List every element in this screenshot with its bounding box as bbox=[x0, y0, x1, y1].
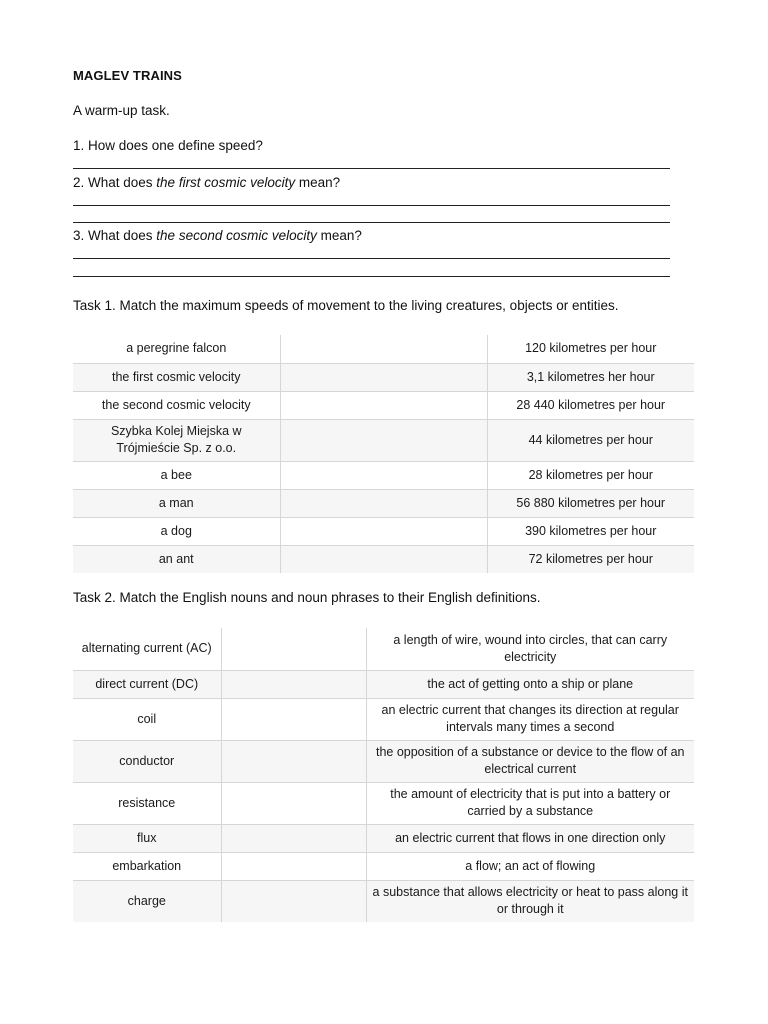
answer-cell[interactable] bbox=[280, 545, 487, 573]
term-cell: resistance bbox=[73, 782, 221, 824]
definition-cell: an electric current that changes its direction at regular intervals many times a second bbox=[366, 698, 694, 740]
creature-cell: Szybka Kolej Miejska w Trójmieście Sp. z o.o. bbox=[73, 419, 280, 461]
table-row bbox=[73, 824, 694, 852]
table-row bbox=[73, 782, 694, 824]
table-row bbox=[73, 698, 694, 740]
answer-cell[interactable] bbox=[221, 880, 366, 922]
question-2-suffix: mean? bbox=[295, 175, 341, 190]
definition-cell: a substance that allows electricity or heat to pass along it or through it bbox=[366, 880, 694, 922]
table-row bbox=[73, 461, 694, 489]
answer-cell[interactable] bbox=[280, 517, 487, 545]
table-row bbox=[73, 880, 694, 922]
question-3-term: the second cosmic velocity bbox=[156, 228, 317, 243]
speed-cell: 120 kilometres per hour bbox=[487, 335, 694, 363]
creature-cell: a bee bbox=[73, 461, 280, 489]
question-1: 1. How does one define speed? bbox=[73, 138, 263, 153]
answer-cell[interactable] bbox=[221, 782, 366, 824]
definition-cell: the opposition of a substance or device to the flow of an electrical current bbox=[366, 740, 694, 782]
question-3-prefix: 3. What does bbox=[73, 228, 157, 243]
table-row bbox=[73, 391, 694, 419]
speed-cell: 390 kilometres per hour bbox=[487, 517, 694, 545]
answer-cell[interactable] bbox=[221, 670, 366, 698]
term-cell: flux bbox=[73, 824, 221, 852]
table-row bbox=[73, 363, 694, 391]
creature-cell: the second cosmic velocity bbox=[73, 391, 280, 419]
speed-cell: 28 kilometres per hour bbox=[487, 461, 694, 489]
table-row bbox=[73, 545, 694, 573]
answer-line bbox=[73, 168, 670, 169]
answer-line bbox=[73, 276, 670, 277]
definition-cell: the act of getting onto a ship or plane bbox=[366, 670, 694, 698]
task1-table bbox=[73, 335, 694, 573]
speed-cell: 72 kilometres per hour bbox=[487, 545, 694, 573]
table-row bbox=[73, 489, 694, 517]
term-cell: conductor bbox=[73, 740, 221, 782]
task1-instruction: Task 1. Match the maximum speeds of movement to the living creatures, objects or entities. bbox=[73, 298, 619, 313]
creature-cell: an ant bbox=[73, 545, 280, 573]
definition-cell: a length of wire, wound into circles, that can carry electricity bbox=[366, 628, 694, 670]
term-cell: embarkation bbox=[73, 852, 221, 880]
answer-cell[interactable] bbox=[280, 363, 487, 391]
question-3 bbox=[73, 228, 362, 243]
definition-cell: a flow; an act of flowing bbox=[366, 852, 694, 880]
term-cell: coil bbox=[73, 698, 221, 740]
speed-cell: 56 880 kilometres per hour bbox=[487, 489, 694, 517]
speed-cell: 3,1 kilometres her hour bbox=[487, 363, 694, 391]
table-row bbox=[73, 628, 694, 670]
table-row bbox=[73, 740, 694, 782]
warmup-intro: A warm-up task. bbox=[73, 103, 170, 118]
answer-line bbox=[73, 222, 670, 223]
creature-cell: a man bbox=[73, 489, 280, 517]
term-cell: charge bbox=[73, 880, 221, 922]
table-row bbox=[73, 852, 694, 880]
term-cell: alternating current (AC) bbox=[81, 641, 212, 656]
question-3-suffix: mean? bbox=[316, 228, 362, 243]
task2-instruction: Task 2. Match the English nouns and noun phrases to their English definitions. bbox=[73, 590, 541, 605]
answer-line bbox=[73, 258, 670, 259]
table-row bbox=[73, 670, 694, 698]
answer-line bbox=[73, 205, 670, 206]
definition-cell: an electric current that flows in one direction only bbox=[366, 824, 694, 852]
creature-cell: a peregrine falcon bbox=[126, 341, 227, 356]
question-2 bbox=[73, 175, 340, 190]
answer-cell[interactable] bbox=[280, 335, 487, 363]
question-2-prefix: 2. What does bbox=[73, 175, 157, 190]
speed-cell: 28 440 kilometres per hour bbox=[487, 391, 694, 419]
creature-cell: a dog bbox=[73, 517, 280, 545]
table-row bbox=[73, 419, 694, 461]
answer-cell[interactable] bbox=[280, 489, 487, 517]
answer-cell[interactable] bbox=[221, 740, 366, 782]
answer-cell[interactable] bbox=[280, 461, 487, 489]
speed-cell: 44 kilometres per hour bbox=[487, 419, 694, 461]
table-row bbox=[73, 517, 694, 545]
task2-table bbox=[73, 628, 694, 922]
term-cell: direct current (DC) bbox=[73, 670, 221, 698]
answer-cell[interactable] bbox=[280, 391, 487, 419]
question-2-term: the first cosmic velocity bbox=[156, 175, 296, 190]
creature-cell: the first cosmic velocity bbox=[73, 363, 280, 391]
answer-cell[interactable] bbox=[221, 824, 366, 852]
definition-cell: the amount of electricity that is put into a battery or carried by a substance bbox=[366, 782, 694, 824]
answer-cell[interactable] bbox=[280, 419, 487, 461]
answer-cell[interactable] bbox=[221, 698, 366, 740]
table-row bbox=[73, 335, 694, 363]
answer-cell[interactable] bbox=[221, 852, 366, 880]
page-title: MAGLEV TRAINS bbox=[73, 68, 182, 83]
answer-cell[interactable] bbox=[221, 628, 366, 670]
